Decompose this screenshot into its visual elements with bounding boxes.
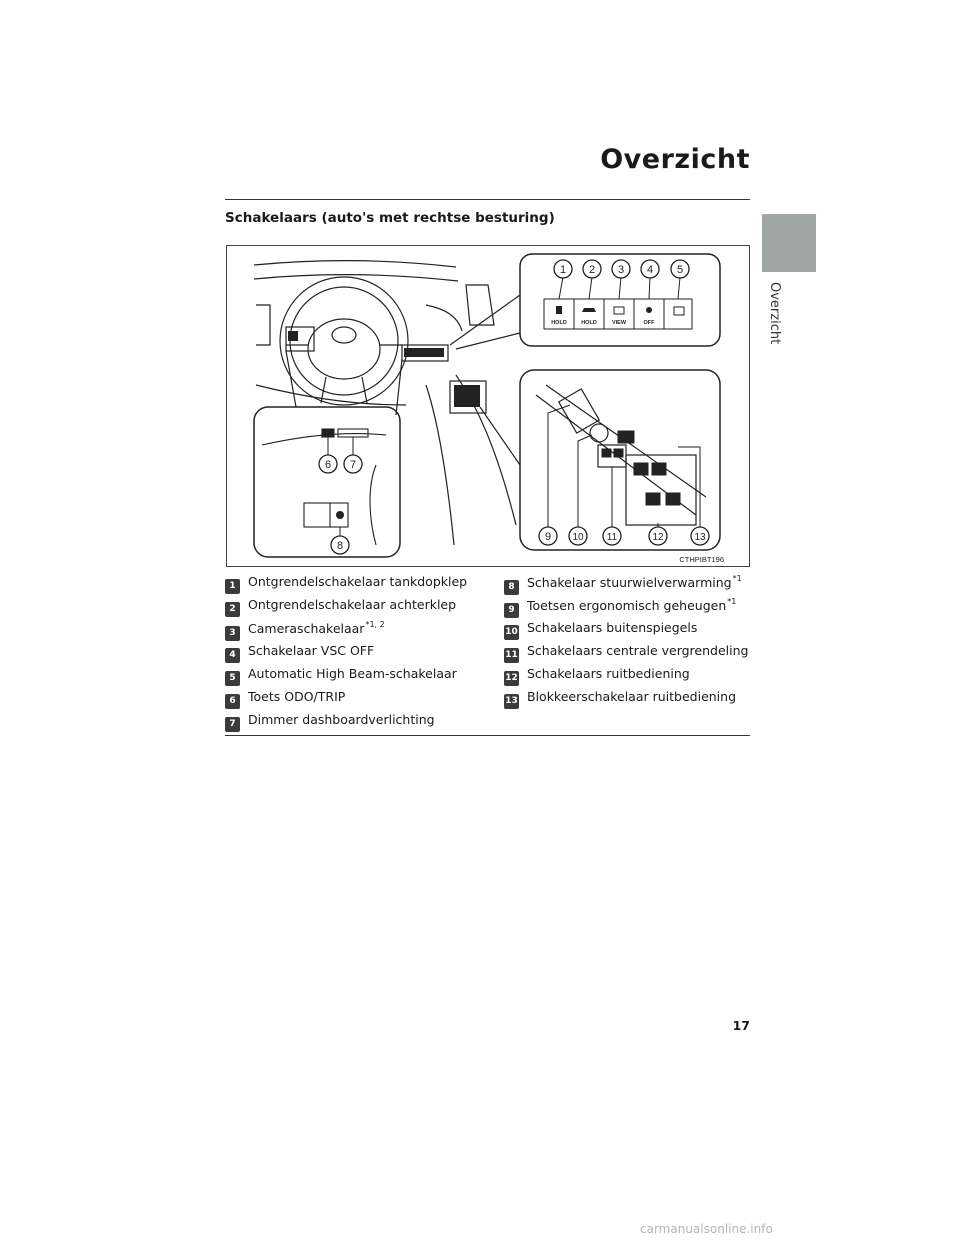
callout-label-5: 5 [676, 264, 684, 276]
callout-label-12: 12 [652, 532, 664, 543]
switch-text-off: OFF [643, 320, 655, 326]
legend-item [504, 597, 736, 618]
legend-text: Cameraschakelaar [248, 621, 365, 636]
page-title: Overzicht [600, 144, 750, 175]
legend-item [225, 689, 345, 709]
callout-label-11: 11 [606, 532, 618, 543]
callout-label-6: 6 [324, 459, 332, 471]
legend-number: 12 [504, 671, 519, 686]
footnote-ref: *1, 2 [365, 620, 385, 629]
callout-label-4: 4 [646, 264, 654, 276]
switch-text-view: VIEW [611, 320, 627, 326]
callout-label-9: 9 [544, 531, 552, 543]
legend-item [504, 643, 748, 663]
legend-number: 2 [225, 602, 240, 617]
switch-text-hold-2: HOLD [581, 320, 597, 326]
legend-item [225, 666, 457, 686]
figure-code: CTHPIBT196 [679, 555, 724, 564]
legend-number: 3 [225, 626, 240, 641]
legend-bottom-rule [225, 735, 750, 736]
legend-number: 13 [504, 694, 519, 709]
legend-text: Schakelaar stuurwielverwarming [527, 575, 732, 590]
legend-number: 6 [225, 694, 240, 709]
chapter-tab [762, 214, 816, 272]
chapter-tab-label-wrap [760, 282, 790, 352]
legend-item [504, 620, 697, 640]
footnote-ref: *1 [732, 574, 742, 583]
callout-label-13: 13 [694, 532, 706, 543]
legend-text: Schakelaars centrale vergrendeling [527, 643, 749, 658]
legend-text: Automatic High Beam-schakelaar [248, 666, 457, 681]
legend-text: Schakelaars ruitbediening [527, 666, 690, 681]
legend-number: 7 [225, 717, 240, 732]
page-number: 17 [732, 1018, 750, 1033]
legend-text: Schakelaar VSC OFF [248, 643, 375, 658]
callout-label-3: 3 [617, 264, 625, 276]
legend-text: Toetsen ergonomisch geheugen [527, 598, 727, 613]
legend-left [225, 574, 495, 734]
legend-right [504, 574, 750, 714]
legend-number: 1 [225, 579, 240, 594]
legend-number: 5 [225, 671, 240, 686]
callout-label-10: 10 [572, 532, 584, 543]
header-rule [225, 199, 750, 200]
legend-number: 10 [504, 625, 519, 640]
callout-label-7: 7 [349, 459, 357, 471]
legend-item [225, 620, 385, 641]
switch-text-hold-1: HOLD [551, 320, 567, 326]
legend-number: 8 [504, 580, 519, 595]
legend-number: 11 [504, 648, 519, 663]
legend-text: Ontgrendelschakelaar achterklep [248, 597, 457, 612]
watermark: carmanualsonline.info [640, 1222, 773, 1236]
legend-item [225, 643, 374, 663]
legend-item [225, 597, 456, 617]
switches-illustration [226, 245, 750, 567]
callout-label-1: 1 [559, 264, 567, 276]
chapter-tab-label: Overzicht [767, 282, 782, 345]
legend-item [504, 666, 690, 686]
legend-text: Blokkeerschakelaar ruitbediening [527, 689, 737, 704]
legend-item [504, 574, 742, 595]
legend-text: Dimmer dashboardverlichting [248, 712, 435, 727]
footnote-ref: *1 [727, 597, 737, 606]
legend-number: 4 [225, 648, 240, 663]
legend-item [225, 712, 435, 732]
section-title: Schakelaars (auto's met rechtse besturing) [225, 210, 555, 226]
callout-label-2: 2 [588, 264, 596, 276]
callout-label-8: 8 [336, 540, 344, 552]
legend-text: Ontgrendelschakelaar tankdopklep [248, 574, 468, 589]
legend-item [504, 689, 736, 709]
legend-number: 9 [504, 603, 519, 618]
legend-text: Schakelaars buitenspiegels [527, 620, 698, 635]
legend-item [225, 574, 467, 594]
legend-text: Toets ODO/TRIP [248, 689, 346, 704]
